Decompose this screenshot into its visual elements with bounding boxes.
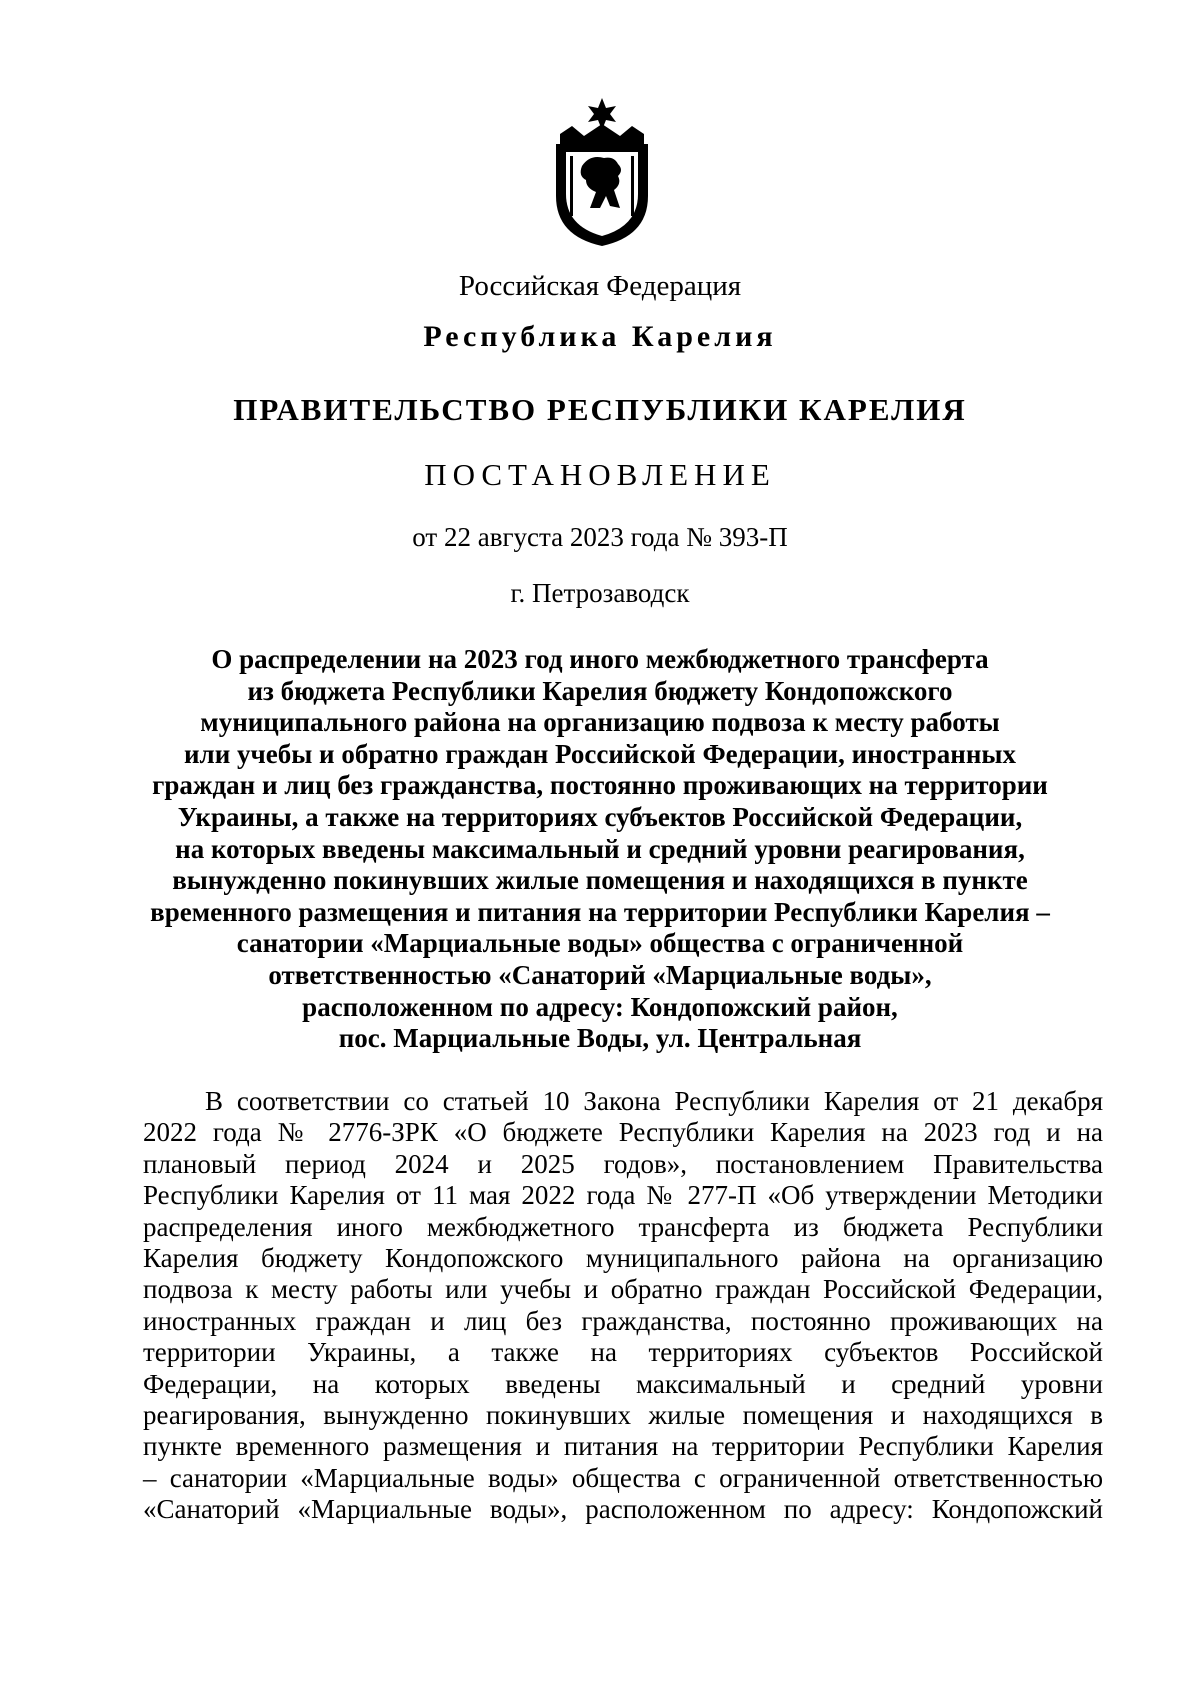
body-line: В соответствии со статьей 10 Закона Республики Карелия от 21 декабря <box>205 1086 1103 1116</box>
body-line: «Санаторий «Марциальные воды», расположенном по адресу: Кондопожский <box>143 1494 1103 1525</box>
date-number: от 22 августа 2023 года № 393-П <box>412 522 788 552</box>
body-paragraph <box>143 1086 1103 1525</box>
title-line: муниципального района на организацию подвоза к месту работы <box>200 707 1000 738</box>
city-name: г. Петрозаводск <box>510 578 690 608</box>
body-line: иностранных граждан и лиц без гражданства, постоянно проживающих на <box>143 1305 1103 1336</box>
body-line: пункте временного размещения и питания на территории Республики Карелия <box>143 1431 1103 1462</box>
body-line: – санатории «Марциальные воды» общества с ограниченной ответственностью <box>143 1462 1103 1493</box>
title-line: ответственностью «Санаторий «Марциальные воды», <box>268 959 932 990</box>
body-line: 2022 года № 2776-ЗРК «О бюджете Республики Карелия на 2023 год и на <box>143 1117 1103 1148</box>
document-type: ПОСТАНОВЛЕНИЕ <box>424 457 776 492</box>
title-line: вынужденно покинувших жилые помещения и находящихся в пункте <box>172 865 1028 896</box>
title-line: расположенном по адресу: Кондопожский район, <box>302 991 898 1022</box>
title-line: или учебы и обратно граждан Российской Федерации, иностранных <box>183 738 1016 769</box>
body-line: Карелия бюджету Кондопожского муниципального района на организацию <box>143 1242 1103 1273</box>
body-line: Федерации, на которых введены максимальный и средний уровни <box>143 1368 1103 1399</box>
title-line: Украины, а также на территориях субъектов Российской Федерации, <box>177 801 1023 832</box>
title-line: граждан и лиц без гражданства, постоянно проживающих на территории <box>152 770 1048 801</box>
body-line: распределения иного межбюджетного трансферта из бюджета Республики <box>143 1211 1103 1242</box>
document-title <box>100 644 1100 1055</box>
title-line: санатории «Марциальные воды» общества с ограниченной <box>236 928 964 959</box>
title-line: О распределении на 2023 год иного межбюджетного трансферта <box>211 644 989 674</box>
body-line: реагирования, вынужденно покинувших жилые помещения и находящихся в <box>143 1399 1103 1430</box>
body-line: Республики Карелия от 11 мая 2022 года № 277-П «Об утверждении Методики <box>143 1180 1103 1211</box>
body-line: плановый период 2024 и 2025 годов», постановлением Правительства <box>143 1148 1103 1179</box>
government-name: ПРАВИТЕЛЬСТВО РЕСПУБЛИКИ КАРЕЛИЯ <box>233 392 967 427</box>
karelia-coat-of-arms-icon <box>552 96 652 248</box>
body-line: территории Украины, а также на территориях субъектов Российской <box>143 1337 1103 1368</box>
title-line: пос. Марциальные Воды, ул. Центральная <box>338 1023 862 1054</box>
body-line: подвоза к месту работы или учебы и обратно граждан Российской Федерации, <box>143 1274 1103 1305</box>
title-line: временного размещения и питания на территории Республики Карелия – <box>150 896 1050 927</box>
title-line: из бюджета Республики Карелия бюджету Кондопожского <box>247 675 953 706</box>
country-name: Российская Федерация <box>458 270 742 302</box>
republic-name: Республика Карелия <box>423 320 777 353</box>
title-line: на которых введены максимальный и средний уровни реагирования, <box>175 833 1025 864</box>
